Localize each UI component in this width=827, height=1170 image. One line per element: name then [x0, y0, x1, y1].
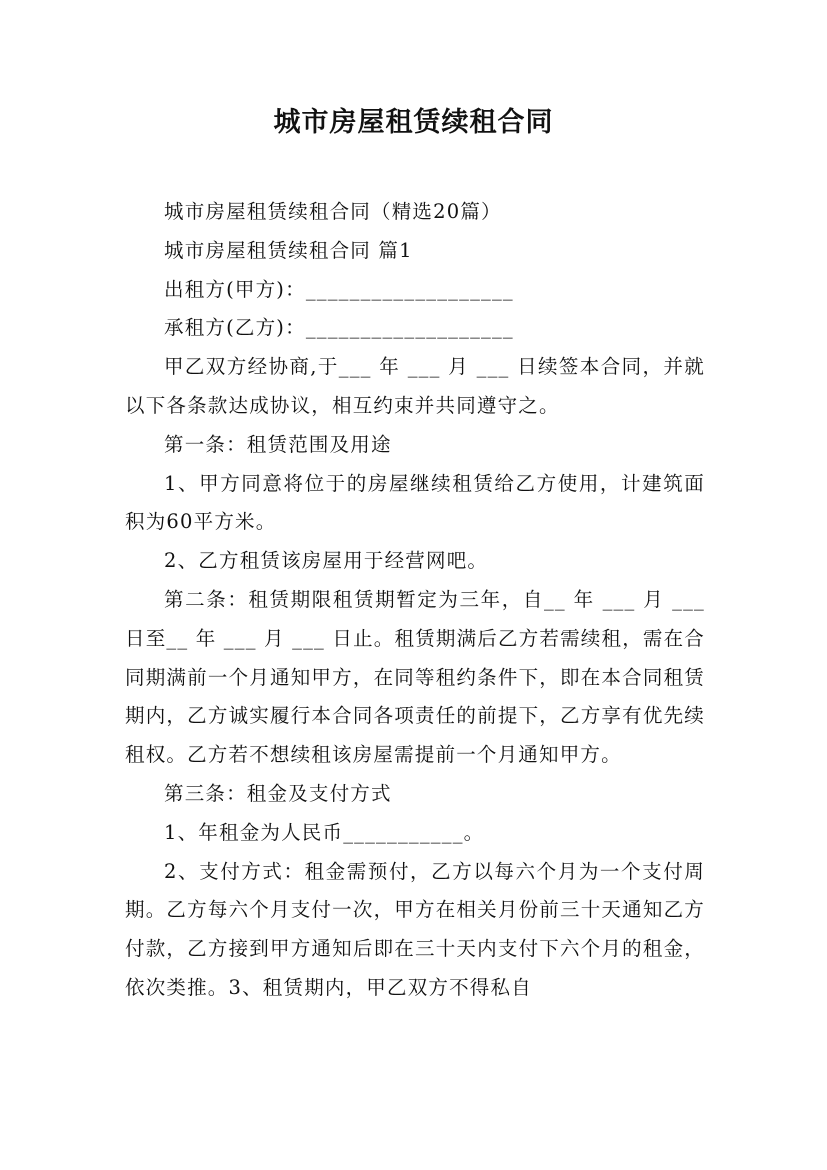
paragraph-clause: 1、年租金为人民币___________。: [164, 820, 485, 844]
paragraph-lessor: 出租方(甲方)：___________________: [164, 277, 514, 301]
paragraph-clause: 2、乙方租赁该房屋用于经营网吧。: [164, 549, 489, 573]
paragraph-lessee: 承租方(乙方)：___________________: [164, 316, 514, 340]
paragraph-clause: 1、甲方同意将位于的房屋继续租赁给乙方使用，计建筑面积为60平方米。: [125, 471, 705, 534]
paragraph-clause: 2、支付方式：租金需预付，乙方以每六个月为一个支付周期。乙方每六个月支付一次，甲方在相关月份前三十天通知乙方付款，乙方接到甲方通知后即在三十天内支付下六个月的租金，依次类推。3、租赁期内，甲乙双方不得私自: [125, 859, 705, 999]
paragraph-article-1: 第一条：租赁范围及用途: [164, 432, 392, 456]
document-title: 城市房屋租赁续租合同: [273, 107, 554, 138]
document-body: [125, 193, 705, 1008]
paragraph-agreement: 甲乙双方经协商,于___ 年 ___ 月 ___ 日续签本合同，并就以下各条款达成协议，相互约束并共同遵守之。: [125, 355, 705, 417]
paragraph-section-heading: 城市房屋租赁续租合同 篇1: [164, 238, 413, 262]
paragraph-article-3: 第三条：租金及支付方式: [164, 781, 392, 805]
paragraph-subtitle: 城市房屋租赁续租合同（精选20篇）: [164, 200, 502, 223]
paragraph-article-2: 第二条：租赁期限租赁期暂定为三年，自__ 年 ___ 月 ___ 日至__ 年 ___ 月 ___ 日止。租赁期满后乙方若需续租，需在合同期满前一个月通知甲方，在同等租约条件下，即在本合同租赁期内，乙方诚实履行本合同各项责任的前提下，乙方享有优先续租权。乙方若不想续租该房屋需提前一个月通知甲方。: [125, 587, 705, 767]
